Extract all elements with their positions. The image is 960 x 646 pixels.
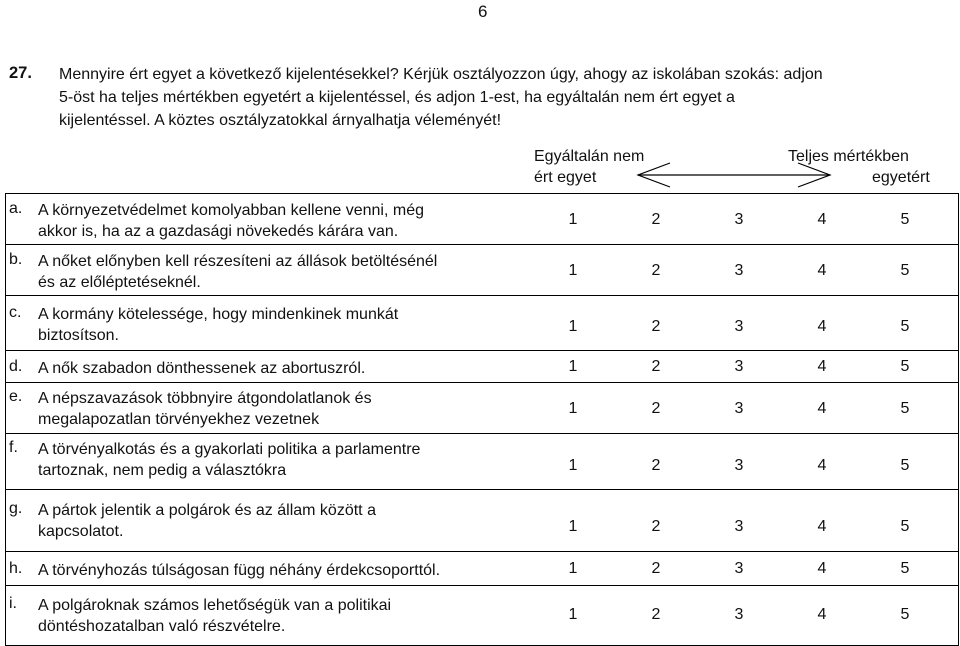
item-letter: e. — [9, 388, 23, 405]
rating-option[interactable]: 2 — [651, 358, 661, 375]
rating-option[interactable]: 3 — [734, 560, 744, 577]
rating-option[interactable]: 2 — [651, 318, 661, 335]
rating-scale — [563, 262, 915, 280]
item-letter: d. — [9, 358, 23, 375]
scale-right-label-line-1: Teljes mértékben — [788, 148, 909, 165]
item-letter: h. — [9, 560, 23, 577]
scale-left-label-line-1: Egyáltalán nem — [534, 148, 645, 165]
rating-option[interactable]: 5 — [900, 211, 910, 228]
item-text-line: A nőket előnyben kell részesíteni az állások betöltésénél — [38, 253, 438, 270]
rating-option[interactable]: 4 — [817, 318, 827, 335]
rating-option[interactable]: 2 — [651, 400, 661, 417]
rating-scale — [563, 606, 915, 624]
rating-option[interactable]: 5 — [900, 262, 910, 279]
table-row — [6, 586, 958, 646]
statements-table — [5, 193, 959, 646]
rating-scale — [563, 518, 915, 536]
rating-option[interactable]: 3 — [734, 457, 744, 474]
question-intro-line-2: 5-öst ha teljes mértékben egyetért a kijelentéssel, és adjon 1-est, ha egyáltalán nem ért egyet a — [59, 89, 735, 106]
item-text-line: A törvényalkotás és a gyakorlati politika a parlamentre — [38, 441, 421, 458]
rating-option[interactable]: 1 — [568, 560, 578, 577]
rating-option[interactable]: 4 — [817, 560, 827, 577]
item-letter: f. — [9, 439, 18, 456]
rating-option[interactable]: 2 — [651, 262, 661, 279]
page-number: 6 — [478, 2, 488, 21]
item-text-line: kapcsolatot. — [38, 523, 124, 540]
rating-option[interactable]: 4 — [817, 606, 827, 623]
item-text-line: A polgároknak számos lehetőségük van a politikai — [38, 597, 392, 614]
rating-scale — [563, 400, 915, 418]
item-text-line: megalapozatlan törvényekhez vezetnek — [38, 411, 320, 428]
item-text-line: biztosítson. — [38, 327, 119, 344]
table-row — [6, 296, 958, 351]
table-row — [6, 490, 958, 552]
rating-option[interactable]: 5 — [900, 457, 910, 474]
rating-option[interactable]: 3 — [734, 262, 744, 279]
rating-option[interactable]: 3 — [734, 518, 744, 535]
item-text-line: A törvényhozás túlságosan függ néhány érdekcsoporttól. — [38, 562, 441, 579]
rating-scale — [563, 358, 915, 376]
rating-option[interactable]: 1 — [568, 457, 578, 474]
rating-option[interactable]: 3 — [734, 358, 744, 375]
table-row — [6, 351, 958, 383]
item-letter: a. — [9, 200, 23, 217]
rating-scale — [563, 457, 915, 475]
item-text-line: akkor is, ha az a gazdasági növekedés kárára van. — [38, 223, 399, 240]
double-arrow-icon — [634, 160, 834, 190]
rating-option[interactable]: 1 — [568, 358, 578, 375]
rating-option[interactable]: 2 — [651, 518, 661, 535]
scale-right-label-line-2: egyetért — [872, 169, 930, 186]
rating-option[interactable]: 3 — [734, 606, 744, 623]
item-text-line: A pártok jelentik a polgárok és az állam között a — [38, 502, 376, 519]
rating-option[interactable]: 2 — [651, 560, 661, 577]
rating-option[interactable]: 1 — [568, 606, 578, 623]
rating-option[interactable]: 5 — [900, 318, 910, 335]
rating-option[interactable]: 1 — [568, 518, 578, 535]
rating-scale — [563, 560, 915, 578]
rating-option[interactable]: 5 — [900, 400, 910, 417]
item-text-line: A környezetvédelmet komolyabban kellene venni, még — [38, 202, 424, 219]
rating-scale — [563, 318, 915, 336]
item-letter: c. — [9, 304, 22, 321]
item-letter: b. — [9, 251, 23, 268]
rating-option[interactable]: 5 — [900, 358, 910, 375]
table-row — [6, 383, 958, 434]
rating-option[interactable]: 1 — [568, 318, 578, 335]
scale-left-label-line-2: ért egyet — [534, 169, 597, 186]
item-text-line: és az előléptetéseknél. — [38, 274, 201, 291]
rating-option[interactable]: 5 — [900, 518, 910, 535]
item-text-line: tartoznak, nem pedig a választókra — [38, 462, 287, 479]
item-letter: i. — [9, 595, 17, 612]
table-row — [6, 194, 958, 245]
rating-option[interactable]: 2 — [651, 606, 661, 623]
table-row — [6, 245, 958, 296]
question-intro-line-1: Mennyire ért egyet a következő kijelentésekkel? Kérjük osztályozzon úgy, ahogy az iskolában szokás: adjon — [59, 66, 823, 83]
rating-option[interactable]: 3 — [734, 318, 744, 335]
rating-option[interactable]: 3 — [734, 400, 744, 417]
rating-option[interactable]: 4 — [817, 518, 827, 535]
rating-option[interactable]: 4 — [817, 457, 827, 474]
rating-option[interactable]: 1 — [568, 262, 578, 279]
rating-option[interactable]: 1 — [568, 211, 578, 228]
rating-option[interactable]: 4 — [817, 358, 827, 375]
rating-option[interactable]: 3 — [734, 211, 744, 228]
table-row — [6, 434, 958, 490]
rating-option[interactable]: 5 — [900, 606, 910, 623]
item-letter: g. — [9, 500, 23, 517]
question-intro-line-3: kijelentéssel. A köztes osztályzatokkal árnyalhatja véleményét! — [59, 112, 502, 129]
rating-option[interactable]: 1 — [568, 400, 578, 417]
rating-option[interactable]: 2 — [651, 211, 661, 228]
item-text-line: A nők szabadon dönthessenek az abortuszról. — [38, 360, 366, 377]
rating-option[interactable]: 2 — [651, 457, 661, 474]
table-row — [6, 552, 958, 586]
item-text-line: A kormány kötelessége, hogy mindenkinek munkát — [38, 306, 399, 323]
rating-option[interactable]: 4 — [817, 400, 827, 417]
rating-option[interactable]: 5 — [900, 560, 910, 577]
rating-option[interactable]: 4 — [817, 211, 827, 228]
rating-scale — [563, 211, 915, 229]
rating-option[interactable]: 4 — [817, 262, 827, 279]
item-text-line: döntéshozatalban való részvételre. — [38, 618, 286, 635]
question-number: 27. — [9, 64, 32, 82]
item-text-line: A népszavazások többnyire átgondolatlanok és — [38, 390, 372, 407]
